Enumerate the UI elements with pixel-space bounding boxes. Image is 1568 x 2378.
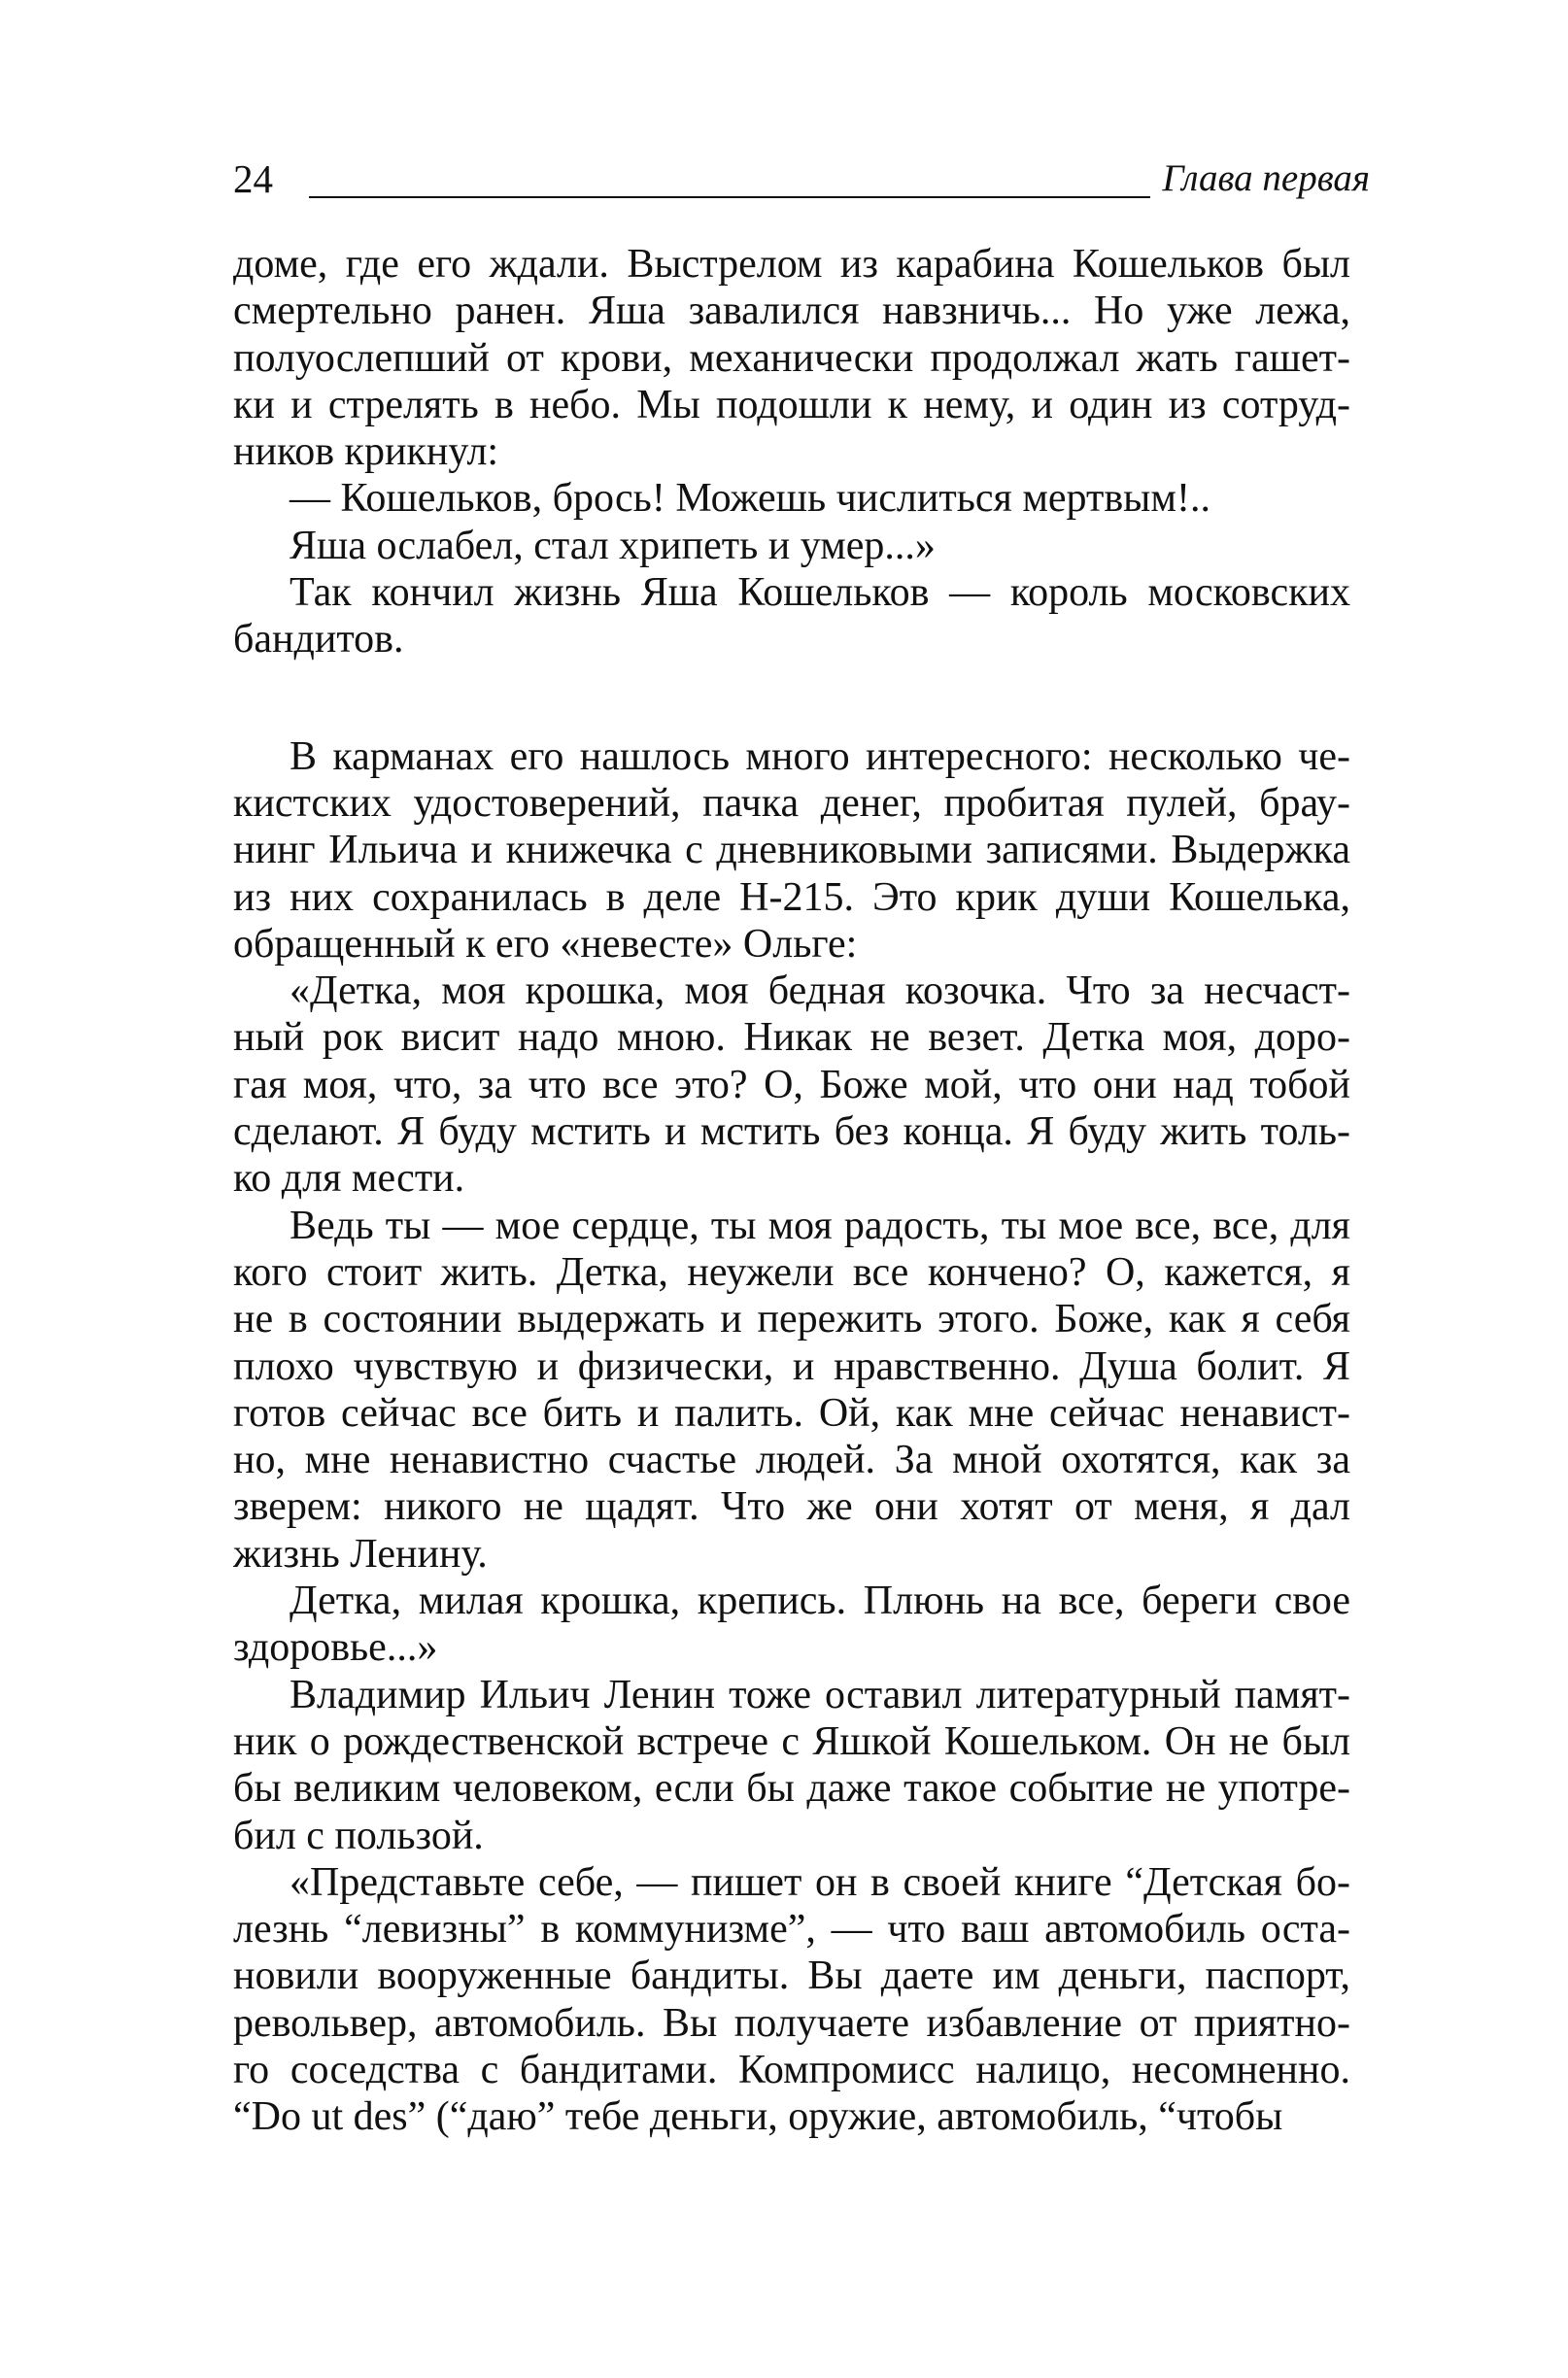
text-line: из них сохранилась в деле Н-215. Это крик души Кошелька, — [233, 874, 1350, 920]
paragraph — [233, 733, 1350, 968]
text-before-gap — [233, 241, 1350, 663]
text-line: готов сейчас все бить и палить. Ой, как мне сейчас ненавист- — [233, 1390, 1350, 1436]
paragraph — [233, 241, 1350, 475]
text-line: ки и стрелять в небо. Мы подошли к нему, и один из сотруд- — [233, 382, 1350, 427]
text-line: бандитов. — [233, 617, 404, 662]
text-line: бил с пользой. — [233, 1813, 484, 1858]
text-line: ник о рождественской встрече с Яшкой Кошельком. Он не был — [233, 1718, 1350, 1764]
paragraph-gap — [233, 663, 1350, 733]
text-line: кого стоит жить. Детка, неужели все кончено? О, кажется, я — [233, 1249, 1350, 1295]
text-line: го соседства с бандитами. Компромисс налицо, несомненно. — [233, 2047, 1350, 2092]
text-line: нинг Ильича и книжечка с дневниковыми записями. Выдержка — [233, 828, 1350, 873]
text-line: Детка, милая крошка, крепись. Плюнь на все, береги свое — [290, 1579, 1350, 1624]
page-number: 24 — [233, 156, 273, 201]
running-head-chapter-title: Глава первая — [1150, 153, 1370, 204]
paragraph — [233, 475, 1350, 522]
text-line: обращенный к его «невесте» Ольге: — [233, 921, 858, 967]
text-line: бы великим человеком, если бы даже такое событие не употре- — [233, 1766, 1350, 1812]
text-line: Владимир Ильич Ленин тоже оставил литературный памят- — [290, 1672, 1350, 1717]
page-header — [233, 153, 1370, 204]
paragraph — [233, 1203, 1350, 1578]
paragraph — [233, 569, 1350, 663]
paragraph — [233, 1578, 1350, 1672]
text-line: «Детка, моя крошка, моя бедная козочка. Что за несчаст- — [290, 968, 1350, 1014]
text-line: не в состоянии выдержать и пережить этого. Боже, как я себя — [233, 1297, 1350, 1342]
text-line: здоровье...» — [233, 1625, 438, 1671]
text-line: смертельно ранен. Яша завалился навзничь... Но уже лежа, — [233, 289, 1350, 334]
paragraph — [233, 523, 1350, 569]
text-line: плохо чувствую и физически, и нравственно. Душа болит. Я — [233, 1343, 1350, 1389]
text-line: — Кошельков, брось! Можешь числиться мертвым!.. — [290, 476, 1210, 522]
text-line: Яша ослабел, стал хрипеть и умер...» — [290, 523, 936, 568]
text-line: кистских удостоверений, пачка денег, пробитая пулей, брау- — [233, 780, 1350, 826]
text-line: револьвер, автомобиль. Вы получаете избавление от приятно- — [233, 2000, 1350, 2046]
text-line: лезнь “левизны” в коммунизме”, — что ваш автомобиль оста- — [233, 1907, 1350, 1953]
text-line: доме, где его ждали. Выстрелом из карабина Кошельков был — [233, 242, 1350, 287]
text-line: полуослепший от крови, механически продолжал жать гашет- — [233, 335, 1350, 381]
text-line: жизнь Ленину. — [233, 1531, 488, 1577]
text-after-gap — [233, 733, 1350, 2141]
text-line: ников крикнул: — [233, 429, 499, 475]
text-line: сделают. Я буду мстить и мстить без конца. Я буду жить толь- — [233, 1109, 1350, 1155]
text-line: Так кончил жизнь Яша Кошельков — король московских — [290, 570, 1350, 616]
paragraph — [233, 1672, 1350, 1859]
text-line: Ведь ты — мое сердце, ты моя радость, ты мое все, все, для — [290, 1203, 1350, 1248]
text-line: ко для мести. — [233, 1156, 465, 1202]
text-line: “Do ut des” (“даю” тебе деньги, оружие, автомобиль, “чтобы — [233, 2094, 1283, 2140]
text-line: «Представьте себе, — пишет он в своей книге “Детская бо- — [290, 1859, 1350, 1905]
paragraph — [233, 1859, 1350, 2141]
text-line: ный рок висит надо мною. Никак не везет. Детка моя, доро- — [233, 1015, 1350, 1061]
text-line: но, мне ненавистно счастье людей. За мной охотятся, как за — [233, 1438, 1350, 1483]
text-line: зверем: никого не щадят. Что же они хотят от меня, я дал — [233, 1484, 1350, 1530]
body-text — [233, 241, 1350, 2141]
text-line: новили вооруженные бандиты. Вы даете им деньги, паспорт, — [233, 1953, 1350, 1999]
paragraph — [233, 968, 1350, 1202]
text-line: гая моя, что, за что все это? О, Боже мой, что они над тобой — [233, 1062, 1350, 1107]
text-line: В карманах его нашлось много интересного: несколько че- — [290, 733, 1350, 779]
